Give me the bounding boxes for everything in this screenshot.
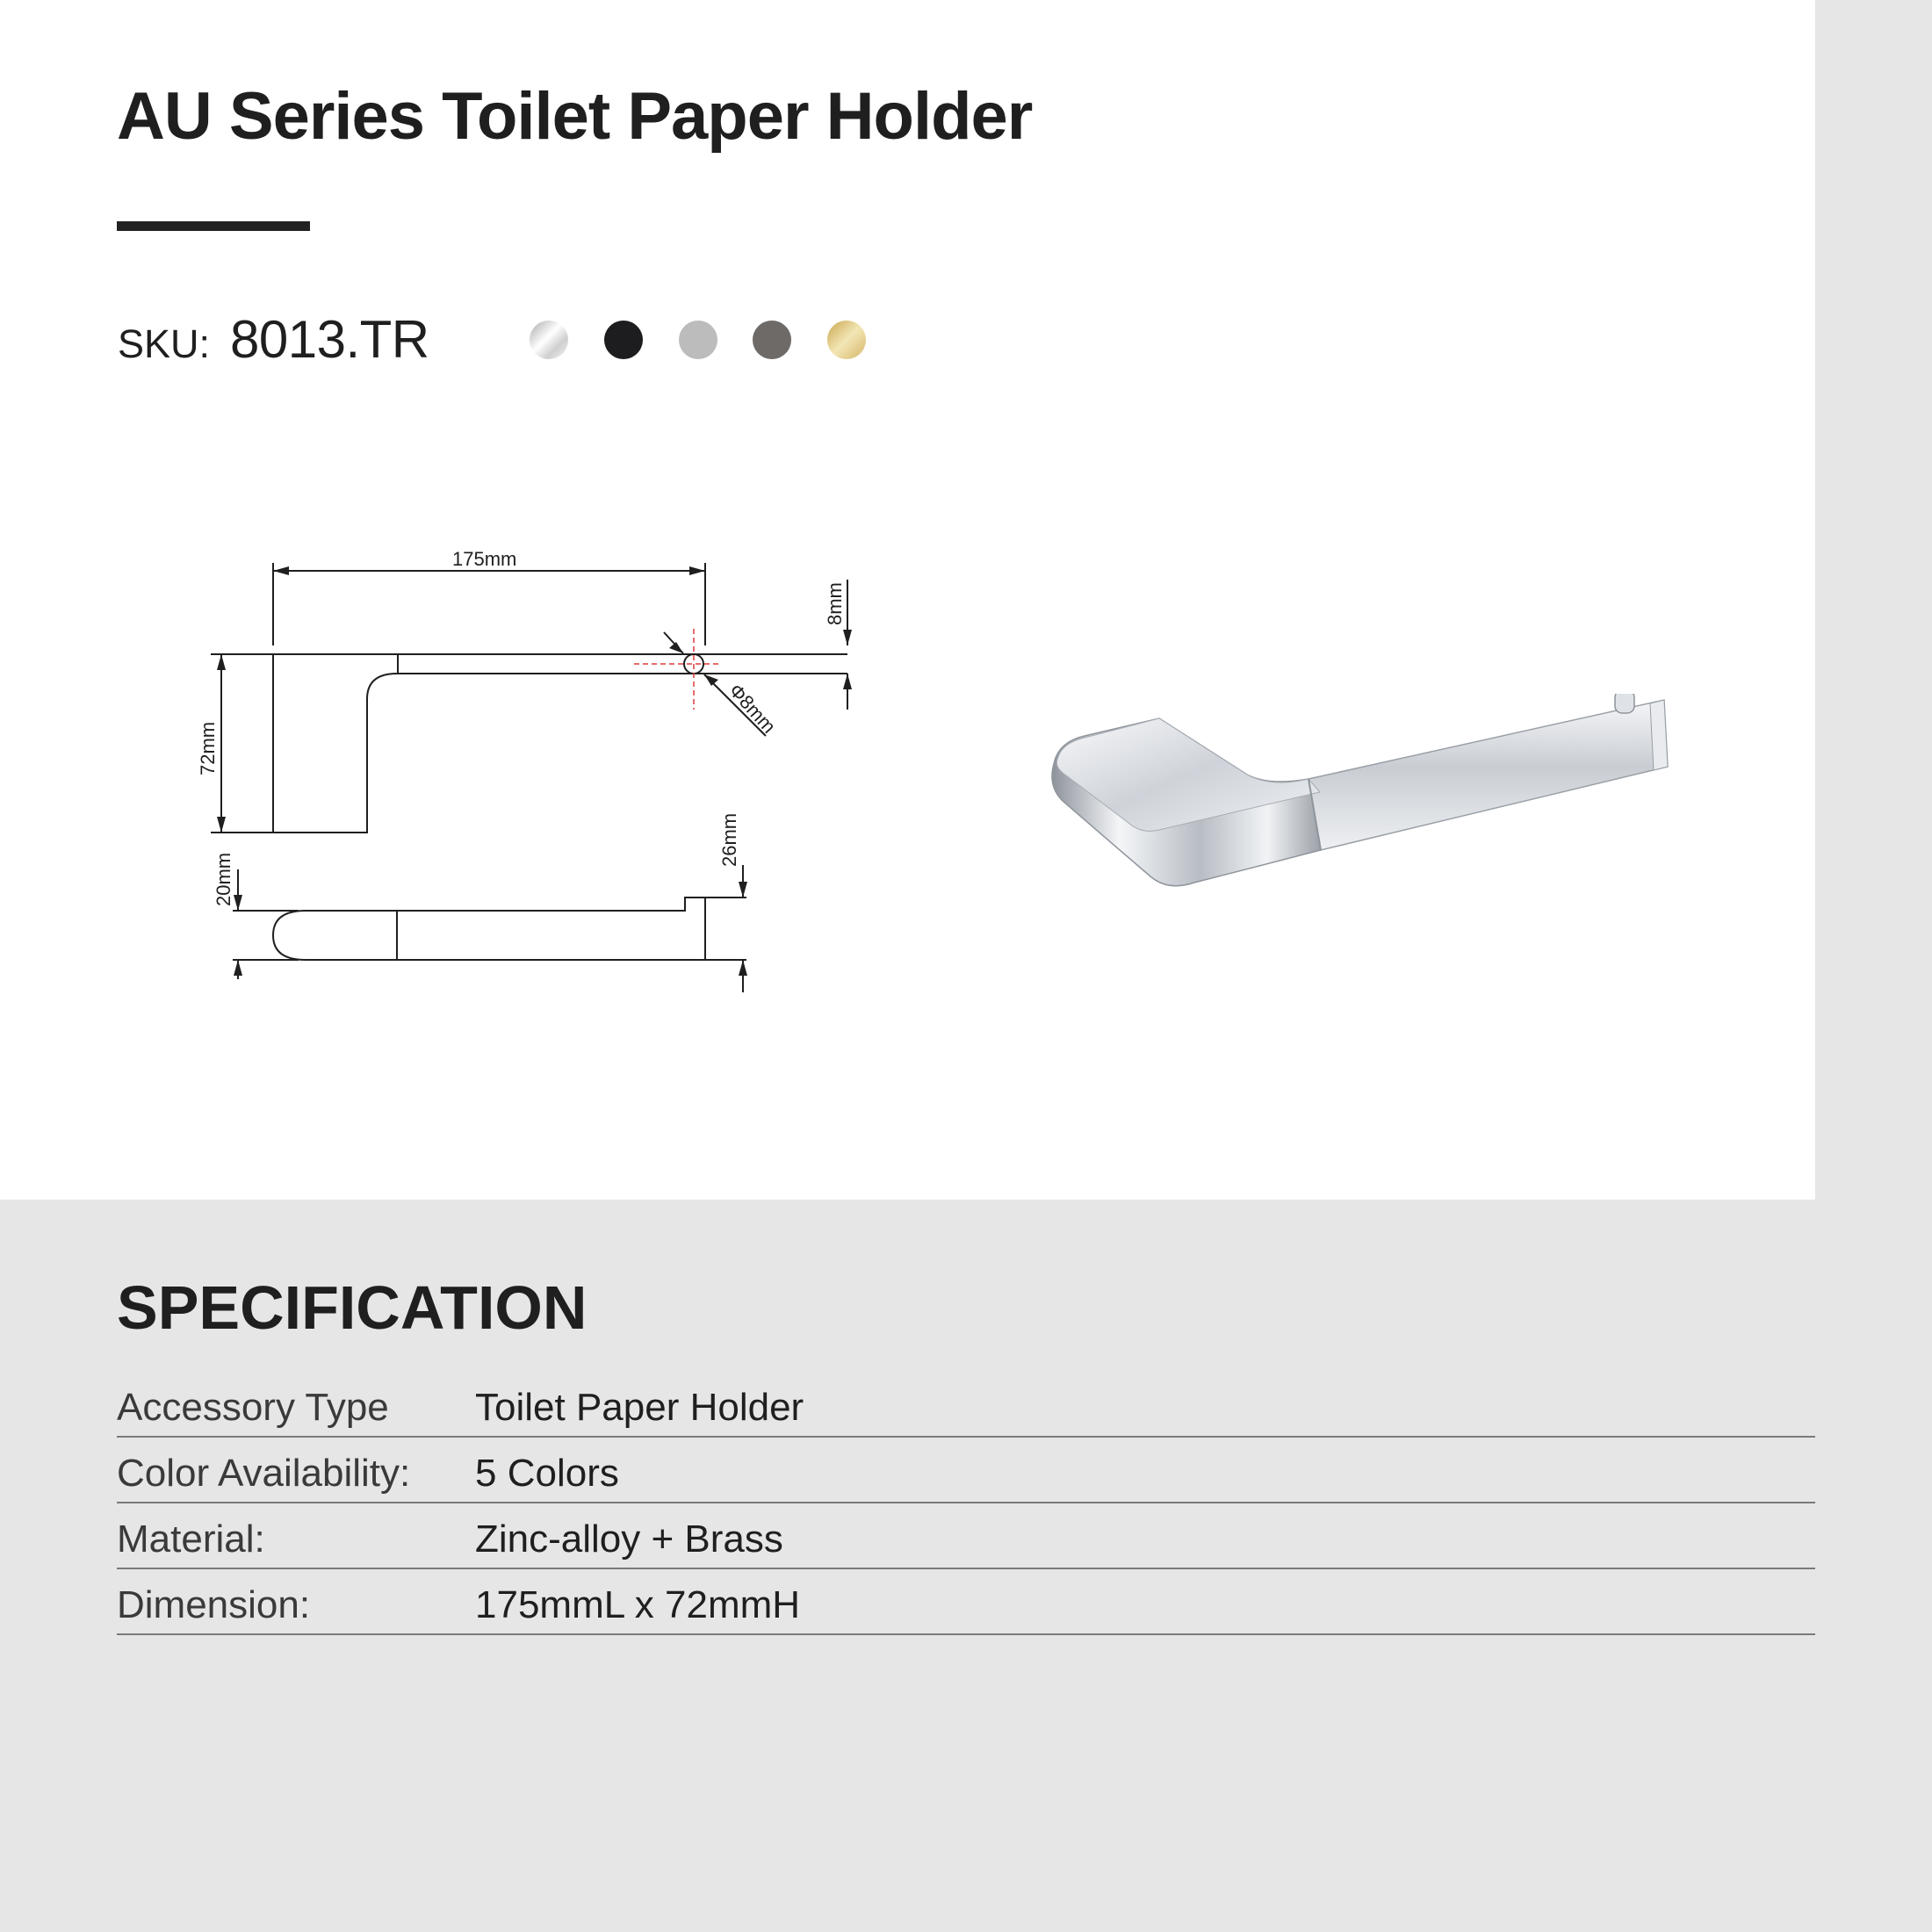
swatch-gunmetal[interactable] — [753, 321, 791, 359]
dim-side-height-label: 26mm — [718, 812, 740, 867]
spec-value: Toilet Paper Holder — [475, 1386, 804, 1429]
swatch-brushed-nickel[interactable] — [679, 321, 717, 359]
spec-row-dimension — [117, 1569, 1815, 1635]
sku-value: 8013.TR — [230, 310, 429, 369]
product-image — [1036, 694, 1686, 905]
specification-table — [117, 1372, 1815, 1635]
dim-depth-label: 20mm — [213, 852, 234, 906]
swatch-chrome[interactable] — [530, 321, 568, 359]
spec-value: 175mmL x 72mmH — [475, 1583, 801, 1626]
dim-pin-label: 8mm — [824, 582, 846, 625]
spec-row-accessory-type — [117, 1372, 1815, 1438]
product-title: AU Series Toilet Paper Holder — [117, 79, 1033, 154]
sku-label: SKU: — [118, 321, 211, 366]
spec-value: Zinc-alloy + Brass — [475, 1517, 783, 1561]
specification-title: SPECIFICATION — [117, 1273, 588, 1342]
swatch-brushed-gold[interactable] — [827, 321, 866, 359]
technical-drawing — [176, 544, 878, 1001]
spec-row-color-availability — [117, 1438, 1815, 1503]
spec-value: 5 Colors — [475, 1452, 619, 1495]
dim-width-label: 175mm — [452, 548, 517, 570]
spec-key: Accessory Type — [117, 1386, 389, 1429]
spec-key: Dimension: — [117, 1583, 311, 1626]
spec-key: Material: — [117, 1517, 265, 1561]
dim-diameter-label: Φ8mm — [724, 679, 781, 738]
title-underline — [117, 221, 310, 231]
dim-height-label: 72mm — [197, 721, 219, 775]
swatch-black[interactable] — [604, 321, 643, 359]
spec-key: Color Availability: — [117, 1452, 411, 1495]
spec-row-material — [117, 1503, 1815, 1569]
